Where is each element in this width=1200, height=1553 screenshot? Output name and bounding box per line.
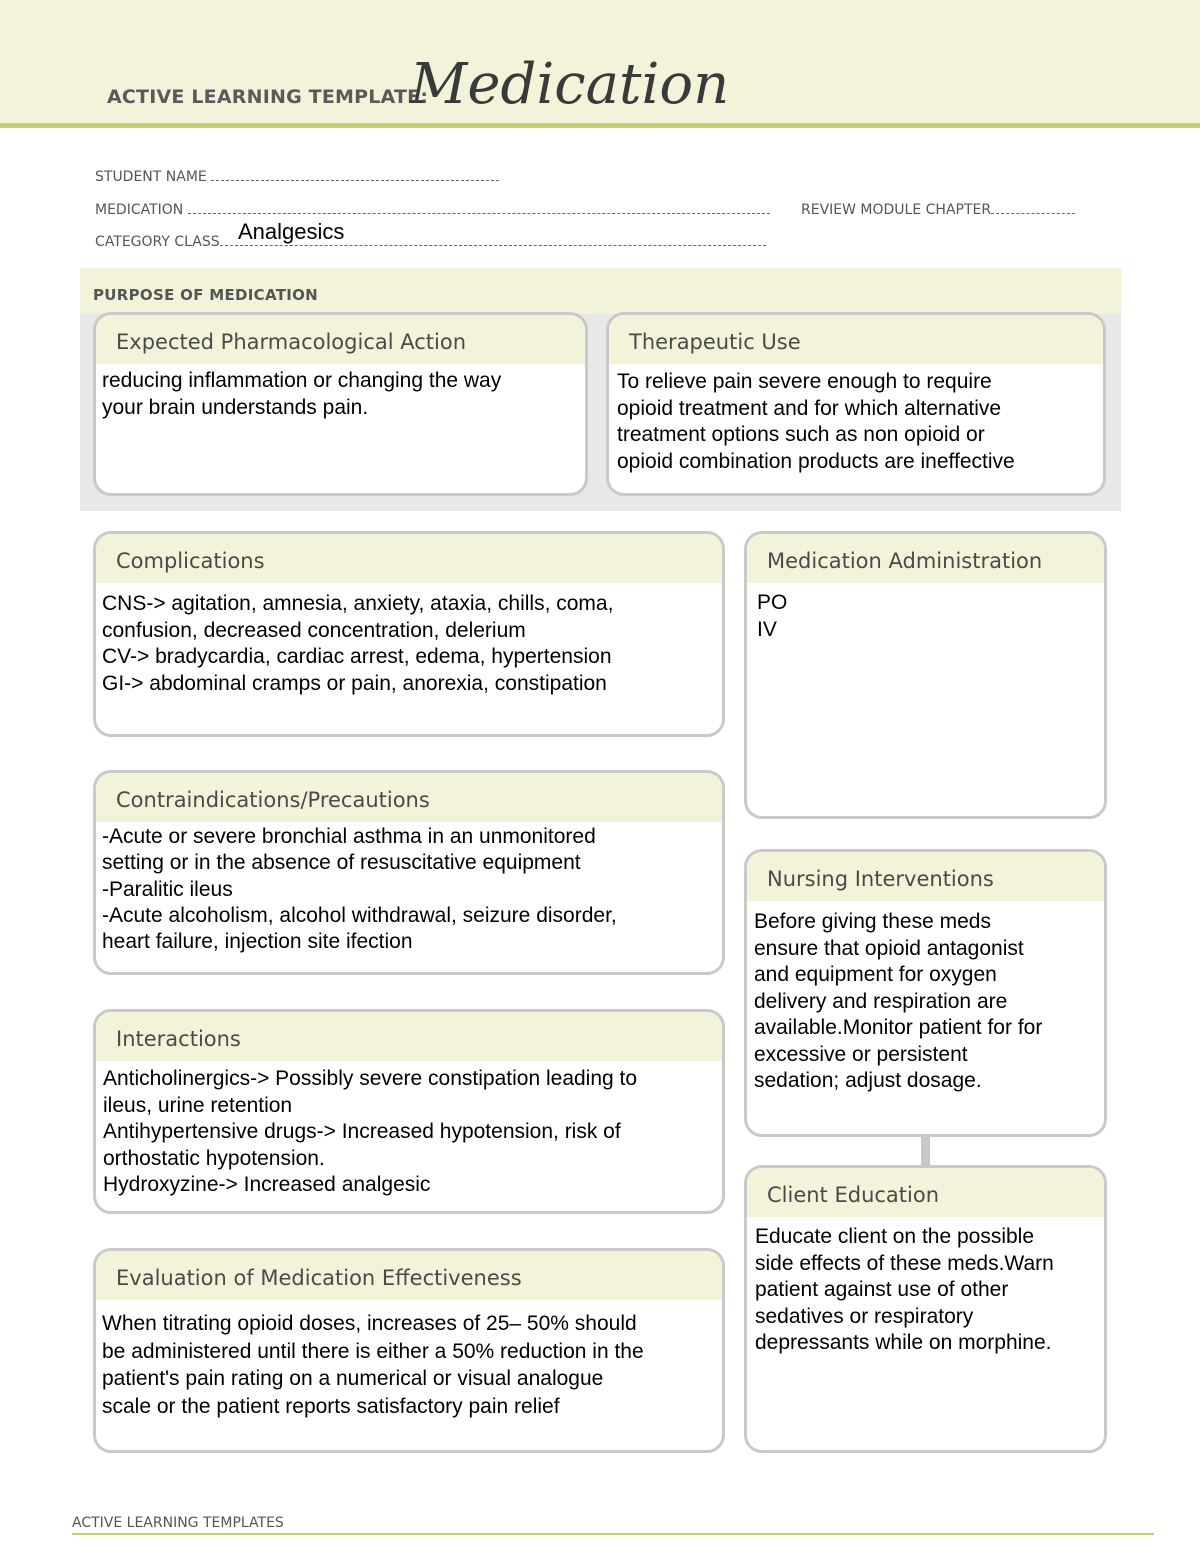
- client-education-box: [744, 1165, 1107, 1453]
- interactions-text[interactable]: Anticholinergics-> Possibly severe constipation leading to ileus, urine retention Antihypertensive drugs-> Increased hypotension, risk of orthostatic hypotension. Hydroxyzine-> Increased analgesic: [103, 1067, 638, 1196]
- expected-action-box: [93, 312, 588, 496]
- client-education-heading: Client Education: [747, 1168, 1104, 1217]
- category-class-field[interactable]: [95, 231, 766, 250]
- page-title: Medication: [410, 52, 730, 117]
- category-class-label: CATEGORY CLASS: [95, 234, 220, 250]
- footer-divider: [72, 1533, 1154, 1535]
- interactions-heading: Interactions: [96, 1012, 722, 1061]
- template-label: ACTIVE LEARNING TEMPLATE:: [107, 86, 429, 108]
- complications-heading: Complications: [96, 534, 722, 583]
- box-connector: [921, 1136, 930, 1166]
- contraindications-box: [93, 770, 725, 975]
- contraindications-text[interactable]: -Acute or severe bronchial asthma in an unmonitored setting or in the absence of resuscitative equipment -Paralitic ileus -Acute alcoholism, alcohol withdrawal, seizure disorder, heart failure, injection site ifection: [102, 825, 617, 954]
- complications-text[interactable]: CNS-> agitation, amnesia, anxiety, ataxia, chills, coma, confusion, decreased concentration, delerium CV-> bradycardia, cardiac arrest, edema, hypertension GI-> abdominal cramps or pain, anorexia, constipation: [102, 592, 614, 695]
- nursing-interventions-text[interactable]: Before giving these meds ensure that opioid antagonist and equipment for oxygen delivery and respiration are available.Monitor patient for for excessive or persistent sedation; adjust dosage.: [754, 910, 1043, 1092]
- therapeutic-use-heading: Therapeutic Use: [609, 315, 1103, 364]
- therapeutic-use-text[interactable]: To relieve pain severe enough to require opioid treatment and for which alternative treatment options such as non opioid or opioid combination products are ineffective: [617, 370, 1015, 473]
- medication-administration-box: [744, 531, 1107, 819]
- header-divider: [0, 123, 1200, 128]
- client-education-text[interactable]: Educate client on the possible side effects of these meds.Warn patient against use of other sedatives or respiratory depressants while on morphine.: [755, 1225, 1054, 1354]
- interactions-box: [93, 1009, 725, 1214]
- nursing-interventions-heading: Nursing Interventions: [747, 852, 1104, 901]
- therapeutic-use-box: [606, 312, 1106, 496]
- complications-box: [93, 531, 725, 737]
- evaluation-heading: Evaluation of Medication Effectiveness: [96, 1251, 722, 1300]
- footer-label: ACTIVE LEARNING TEMPLATES: [72, 1515, 284, 1531]
- review-module-field[interactable]: [801, 199, 1075, 218]
- medication-field[interactable]: [95, 199, 770, 218]
- medication-line[interactable]: [188, 199, 770, 214]
- review-module-line[interactable]: [991, 199, 1075, 214]
- expected-action-text[interactable]: reducing inflammation or changing the way your brain understands pain.: [102, 369, 502, 419]
- evaluation-text[interactable]: When titrating opioid doses, increases of 25– 50% should be administered until there is either a 50% reduction in the patient's pain rating on a numerical or visual analogue scale or the patient reports satisfactory pain relief: [102, 1312, 644, 1418]
- student-name-line[interactable]: [211, 166, 499, 181]
- medication-administration-text[interactable]: PO IV: [757, 591, 788, 641]
- student-name-field[interactable]: [95, 166, 499, 185]
- student-name-label: STUDENT NAME: [95, 169, 207, 185]
- expected-action-heading: Expected Pharmacological Action: [96, 315, 585, 364]
- nursing-interventions-box: [744, 849, 1107, 1137]
- contraindications-heading: Contraindications/Precautions: [96, 773, 722, 822]
- review-module-label: REVIEW MODULE CHAPTER: [801, 202, 992, 218]
- evaluation-box: [93, 1248, 725, 1453]
- medication-label: MEDICATION: [95, 202, 184, 218]
- medication-administration-heading: Medication Administration: [747, 534, 1104, 583]
- category-class-value: Analgesics: [238, 219, 345, 244]
- purpose-title: PURPOSE OF MEDICATION: [93, 286, 319, 304]
